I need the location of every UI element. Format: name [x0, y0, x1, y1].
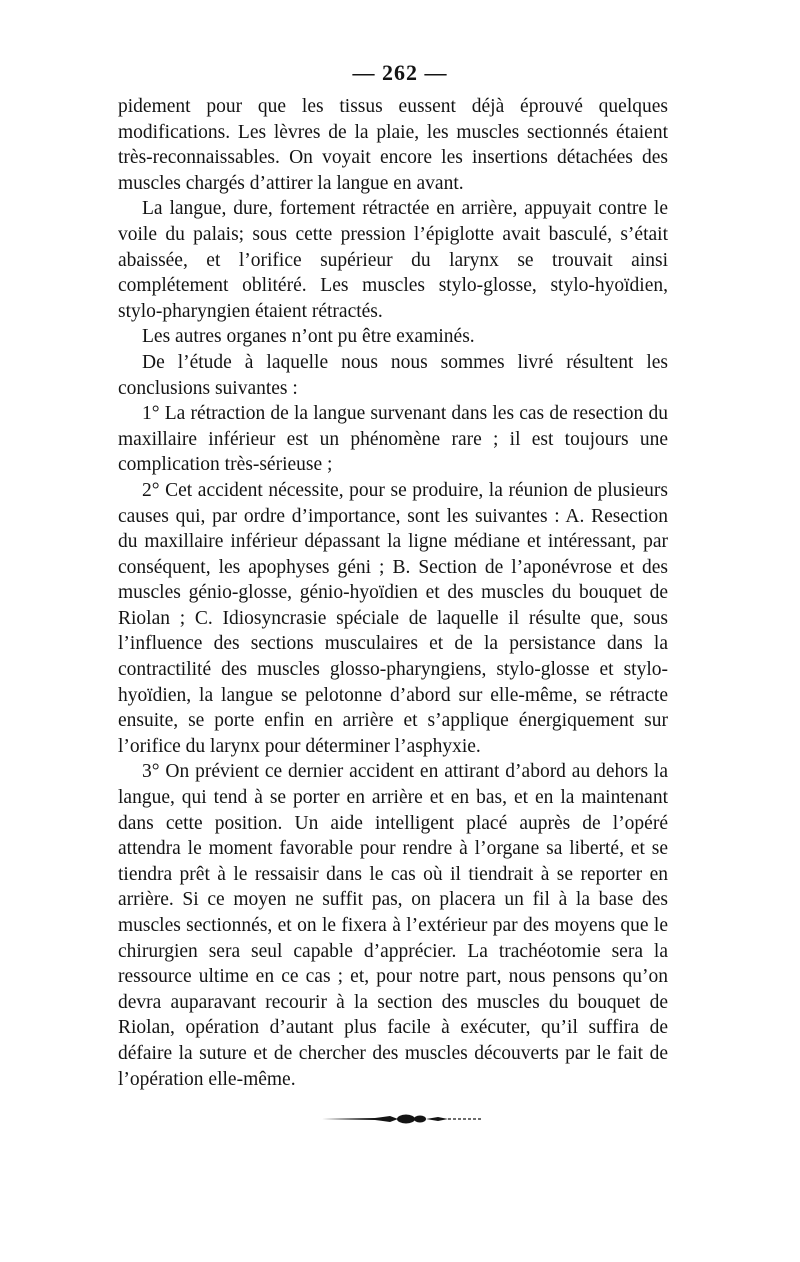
- paragraph-conclusion-3: 3° On prévient ce dernier accident en attirant d’abord au dehors la langue, qui tend à se porter en arrière et en bas, et en la maintenant dans cette position. Un aide intelligent placé auprès de l’opéré attendra le moment favorable pour rendre à l’organe sa liberté, et se tiendra prêt à le ressaisir dans le cas où il tiendrait à se reporter en arrière. Si ce moyen ne suffit pas, on placera un fil à la base des muscles sectionnés, et on le fixera à l’extérieur par des moyens que le chirurgien sera seul capable d’apprécier. La trachéotomie sera la ressource ultime en ce cas ; et, pour notre part, nous pensons qu’on devra auparavant recourir à la section des muscles du bouquet de Riolan, opération d’autant plus facile à exécuter, qu’il suffira de défaire la suture et de chercher des muscles découverts par le fait de l’opération elle-même.: [118, 761, 668, 1090]
- body-text: [118, 94, 668, 1092]
- paragraph-conclusions-intro: De l’étude à laquelle nous nous sommes livré résultent les conclusions suivantes :: [118, 351, 668, 399]
- end-ornament-icon: [320, 1112, 485, 1126]
- paragraph-continuation: pidement pour que les tissus eussent déjà éprouvé quelques modifications. Les lèvres de la plaie, les muscles sectionnés étaient très-reconnaissables. On voyait encore les insertions détachées des muscles chargés d’attirer la langue en avant.: [118, 96, 668, 194]
- paragraph-conclusion-2: 2° Cet accident nécessite, pour se produire, la réunion de plusieurs causes qui, par ordre d’importance, sont les suivantes : A. Resection du maxillaire inférieur dépassant la ligne médiane et intéressant, par conséquent, les apophyses géni ; B. Section de l’aponévrose et des muscles génio-glosse, génio-hyoïdien et des muscles du bouquet de Riolan ; C. Idiosyncrasie spéciale de laquelle il résulte que, sous l’influence des sections musculaires et de la persistance dans la contractilité des muscles glosso-pharyngiens, stylo-glosse et stylo-hyoïdien, la langue se pelotonne d’abord sur elle-même, se rétracte ensuite, se porte enfin en arrière et s’applique énergiquement sur l’orifice du larynx pour déterminer l’asphyxie.: [118, 479, 668, 757]
- paragraph-other-organs: Les autres organes n’ont pu être examinés.: [142, 326, 475, 348]
- paragraph-tongue-description: La langue, dure, fortement rétractée en arrière, appuyait contre le voile du palais; sous cette pression l’épiglotte avait basculé, s’était abaissée, et l’orifice supérieur du larynx se trouvait ainsi complétement oblitéré. Les muscles stylo-glosse, stylo-hyoïdien, stylo-pharyngien étaient rétractés.: [118, 198, 668, 322]
- page-number: — 262 —: [352, 60, 448, 85]
- paragraph-conclusion-1: 1° La rétraction de la langue survenant dans les cas de resection du maxillaire inférieur est un phénomène rare ; il est toujours une complication très-sérieuse ;: [118, 403, 668, 476]
